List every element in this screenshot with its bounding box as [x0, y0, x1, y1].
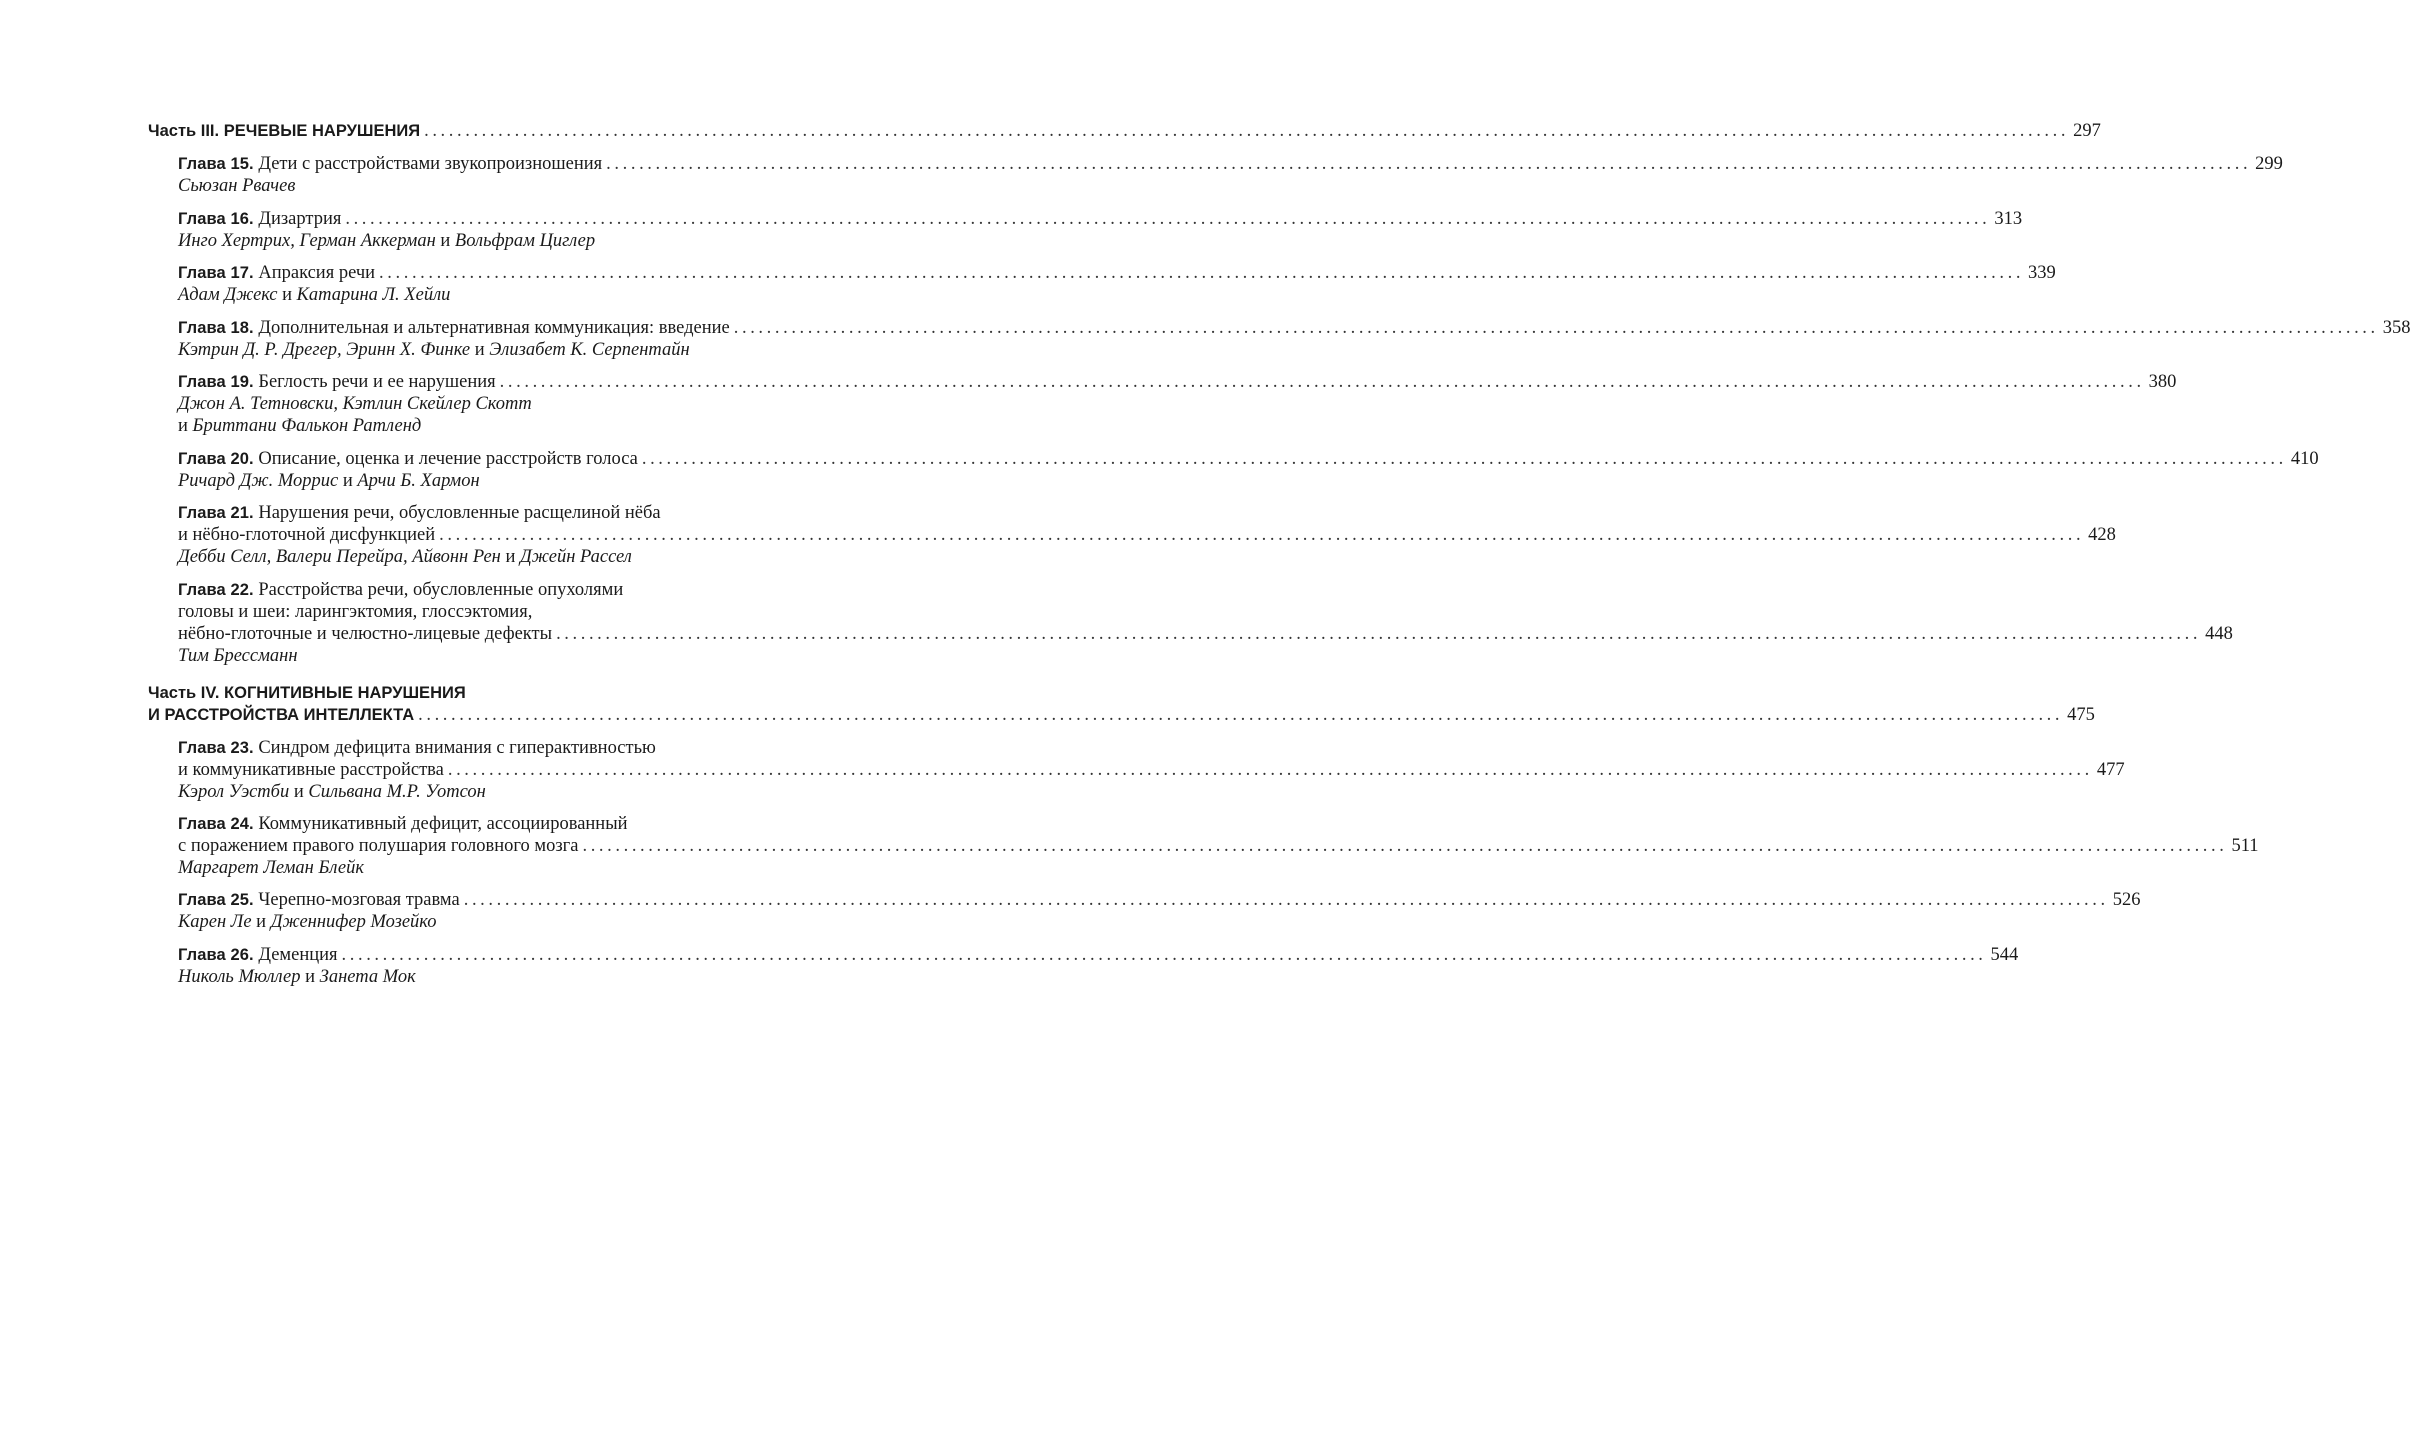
page-number: 511 — [2231, 836, 2259, 856]
chapter-label: Глава 15. — [178, 155, 254, 173]
chapter-title: Апраксия речи — [258, 263, 376, 283]
page-number: 475 — [2067, 705, 2095, 725]
page-number: 380 — [2148, 372, 2177, 392]
page-number: 313 — [1994, 209, 2023, 229]
page-number: 448 — [2205, 624, 2233, 644]
dot-leader: ........................................................................................................................................................................................................ — [447, 760, 2093, 780]
chapter-label: Глава 18. — [178, 319, 254, 337]
chapter-title: Деменция — [258, 945, 338, 965]
chapter-label: Глава 25. — [178, 891, 254, 909]
dot-leader: ........................................................................................................................................................................................................ — [341, 945, 1987, 965]
page-number: 526 — [2112, 890, 2141, 910]
toc-page: Часть III. РЕЧЕВЫЕ НАРУШЕНИЯ ........................................................................................................................................................................................................ 297 Глава 15. Дети с расстройствами звукопроизношения ........................................................................................................................................................................................................ 299 Сьюзан Рвачев Глава 16. Дизартрия ........................................................................................................................................................................................................ 313 Инго Хертрих, Герман Аккерман и Вольфрам Циглер Глава 17. Апраксия речи ........................................................................................................................................................................................................ 339 Адам Джекс и Катарина Л. Хейли Глава 18. Дополнительная и альтернативная коммуникация: введение ........................................................................................................................................................................................................ 358 Кэтрин Д. Р. Дрегер, Эринн Х. Финке и Элизабет К. Серпентайн Глава 19. Беглость речи и ее нарушения ........................................................................................................................................................................................................ 380 Джон А. Тетновски, Кэтлин Скейлер Скотт и Бриттани Фалькон Ратленд Глава 20. Описание, оценка и лечение расстройств голоса ........................................................................................................................................................................................................ 410 Ричард Дж. Моррис и Арчи Б. Хармон Глава 21. Нарушения речи, обусловленные расщелиной нёба и нёбно-глоточной дисфункцией ........................................................................................................................................................................................................ 428 Дебби Селл, Валери Перейра, Айвонн Рен и Джейн Рассел Глава 22. Расстройства речи, обусловленные опухолями головы и шеи: ларингэктомия, глоссэктомия, нёбно-глоточные и челюстно-лицевые дефекты ........................................................................................................................................................................................................ 448 Тим Брессманн Часть IV. КОГНИТИВНЫЕ НАРУШЕНИЯ И РАССТРОЙСТВА ИНТЕЛЛЕКТА ........................................................................................................................................................................................................ 475 Глава 23. Синдром дефицита внимания с гиперактивностью и коммуникативные расстройства ........................................................................................................................................................................................................ 477 Кэрол Уэстби и Сильвана М.Р. Уотсон Глава 24. Коммуникативный дефицит, ассоциированный с поражением правого полушария головного мозга ........................................................................................................................................................................................................ 511 Маргарет Леман Блейк Глава 25. Черепно-мозговая травма ........................................................................................................................................................................................................ 526 Карен Ле и Дженнифер Мозейко Глава 26. Деменция ........................................................................................................................................................................................................ 544 Николь Мюллер и Занета Мок — [148, 121, 2411, 987]
chapter-label: Глава 20. — [178, 450, 254, 468]
dot-leader: ........................................................................................................................................................................................................ — [345, 209, 1991, 229]
dot-leader: ........................................................................................................................................................................................................ — [418, 705, 2064, 725]
chapter-title: Нарушения речи, обусловленные расщелиной нёба — [258, 503, 661, 523]
chapter-title: Дополнительная и альтернативная коммуникация: введение — [258, 318, 730, 338]
page-number: 544 — [1990, 945, 2019, 965]
chapter-label: Глава 22. — [178, 581, 254, 599]
page-number: 299 — [2255, 154, 2283, 174]
dot-leader: ........................................................................................................................................................................................................ — [439, 525, 2085, 545]
chapter-title: Беглость речи и ее нарушения — [258, 372, 496, 392]
part-label: Часть IV. — [148, 684, 220, 702]
part-label: Часть III. — [148, 122, 220, 140]
chapter-label: Глава 17. — [178, 264, 254, 282]
chapter-title: Синдром дефицита внимания с гиперактивностью — [258, 738, 656, 758]
chapter-label: Глава 19. — [178, 373, 254, 391]
dot-leader: ........................................................................................................................................................................................................ — [499, 372, 2145, 392]
page-number: 339 — [2028, 263, 2056, 283]
chapter-label: Глава 26. — [178, 946, 254, 964]
chapter-label: Глава 24. — [178, 815, 254, 833]
dot-leader: ........................................................................................................................................................................................................ — [379, 263, 2025, 283]
chapter-title: Коммуникативный дефицит, ассоциированный — [258, 814, 628, 834]
dot-leader: ........................................................................................................................................................................................................ — [606, 154, 2252, 174]
page-number: 428 — [2088, 525, 2116, 545]
dot-leader: ........................................................................................................................................................................................................ — [424, 121, 2070, 141]
page-number: 477 — [2096, 760, 2125, 780]
dot-leader: ........................................................................................................................................................................................................ — [733, 318, 2379, 338]
dot-leader: ........................................................................................................................................................................................................ — [556, 624, 2202, 644]
part-title: КОГНИТИВНЫЕ НАРУШЕНИЯ — [224, 684, 466, 702]
chapter-title: Дизартрия — [258, 209, 342, 229]
page-number: 410 — [2290, 449, 2319, 469]
page-number: 358 — [2382, 318, 2411, 338]
chapter-label: Глава 21. — [178, 504, 254, 522]
chapter-title: Черепно-мозговая травма — [258, 890, 460, 910]
chapter-label: Глава 16. — [178, 210, 254, 228]
chapter-title: Дети с расстройствами звукопроизношения — [258, 154, 603, 174]
dot-leader: ........................................................................................................................................................................................................ — [463, 890, 2109, 910]
chapter-label: Глава 23. — [178, 739, 254, 757]
dot-leader: ........................................................................................................................................................................................................ — [641, 449, 2287, 469]
chapter-title: Расстройства речи, обусловленные опухолями — [258, 580, 624, 600]
dot-leader: ........................................................................................................................................................................................................ — [582, 836, 2228, 856]
part-title: РЕЧЕВЫЕ НАРУШЕНИЯ — [223, 122, 421, 140]
page-number: 297 — [2073, 121, 2101, 141]
chapter-title: Описание, оценка и лечение расстройств голоса — [258, 449, 638, 469]
